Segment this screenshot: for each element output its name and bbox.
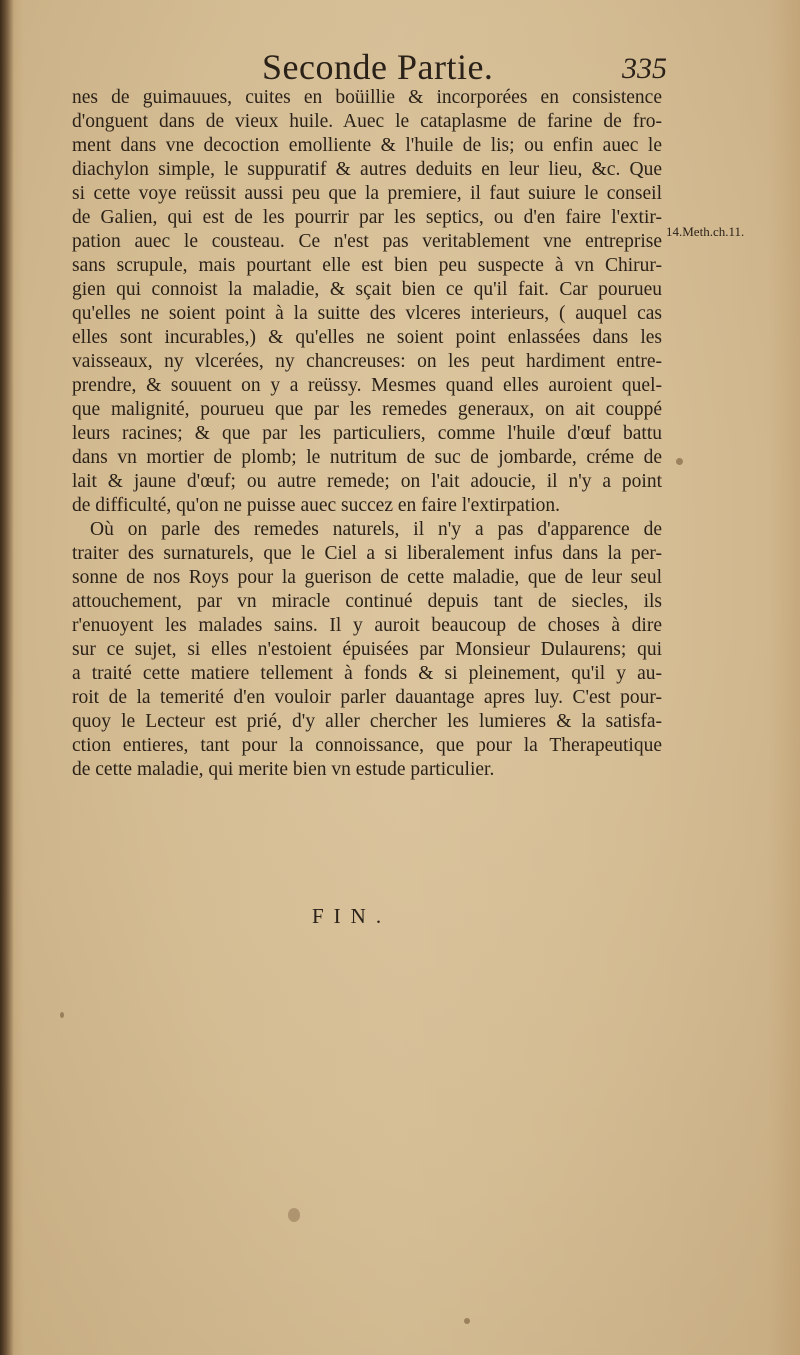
text-line: sans scrupule, mais pourtant elle est bien peu suspecte à vn Chirur- (72, 255, 662, 276)
text-line: vaisseaux, ny vlcerées, ny chancreuses: on les peut hardiment entre- (72, 351, 662, 372)
text-line: d'onguent dans de vieux huile. Auec le cataplasme de farine de fro- (72, 111, 662, 132)
text-line: nes de guimauues, cuites en boüillie & incorporées en consistence (72, 87, 662, 108)
binding-edge (0, 0, 14, 1355)
page-header (0, 46, 800, 90)
text-line: quoy le Lecteur est prié, d'y aller chercher les lumieres & la satisfa- (72, 711, 662, 732)
text-line: elles sont incurables,) & qu'elles ne soient point enlassées dans les (72, 327, 662, 348)
text-line: roit de la temerité d'en vouloir parler dauantage apres luy. C'est pour- (72, 687, 662, 708)
ink-spot (676, 458, 683, 465)
ink-spot (464, 1318, 470, 1324)
text-line: diachylon simple, le suppuratif & autres deduits en leur lieu, &c. Que (72, 159, 662, 180)
text-line: qu'elles ne soient point à la suitte des vlceres interieurs, ( auquel cas (72, 303, 662, 324)
text-line: pation auec le cousteau. Ce n'est pas veritablement vne entreprise (72, 231, 662, 252)
text-line: gien qui connoist la maladie, & sçait bien ce qu'il fait. Car pourueu (72, 279, 662, 300)
text-line: ction entieres, tant pour la connoissance, que pour la Therapeutique (72, 735, 662, 756)
text-line: leurs racines; & que par les particuliers, comme l'huile d'œuf battu (72, 423, 662, 444)
text-line: que malignité, pourueu que par les remedes generaux, on ait couppé (72, 399, 662, 420)
paragraph-first-line: Où on parle des remedes naturels, il n'y a pas d'apparence de (90, 519, 662, 540)
page-number: 335 (622, 52, 667, 85)
text-line: ment dans vne decoction emolliente & l'huile de lis; ou enfin auec le (72, 135, 662, 156)
margin-note: 14.Meth.ch.11. (666, 224, 745, 239)
body-text (72, 86, 662, 782)
running-title: Seconde Partie. (262, 47, 494, 87)
text-line: sur ce sujet, si elles n'estoient épuisées par Monsieur Dulaurens; qui (72, 639, 662, 660)
text-line: attouchement, par vn miracle continué depuis tant de siecles, ils (72, 591, 662, 612)
text-line: sonne de nos Roys pour la guerison de cette maladie, que de leur seul (72, 567, 662, 588)
text-line: de difficulté, qu'on ne puisse auec succez en faire l'extirpation. (72, 495, 561, 516)
ink-spot (288, 1208, 300, 1222)
text-line: r'enuoyent les malades sains. Il y auroit beaucoup de choses à dire (72, 615, 662, 636)
text-line: de Galien, qui est de les pourrir par les septics, ou d'en faire l'extir- (72, 207, 662, 228)
text-line: traiter des surnaturels, que le Ciel a si liberalement infus dans la per- (72, 543, 662, 564)
ink-spot (60, 1012, 64, 1018)
text-line: prendre, & souuent on y a reüssy. Mesmes quand elles auroient quel- (72, 375, 662, 396)
text-line: de cette maladie, qui merite bien vn estude particulier. (72, 759, 495, 780)
text-line: dans vn mortier de plomb; le nutritum de suc de jombarde, créme de (72, 447, 662, 468)
fin-mark: FIN. (312, 904, 392, 928)
text-line: si cette voye reüssit aussi peu que la premiere, il faut suiure le conseil (72, 183, 662, 204)
text-line: lait & jaune d'œuf; ou autre remede; on l'ait adoucie, il n'y a point (72, 471, 662, 492)
text-line: a traité cette matiere tellement à fonds & si pleinement, qu'il y au- (72, 663, 662, 684)
